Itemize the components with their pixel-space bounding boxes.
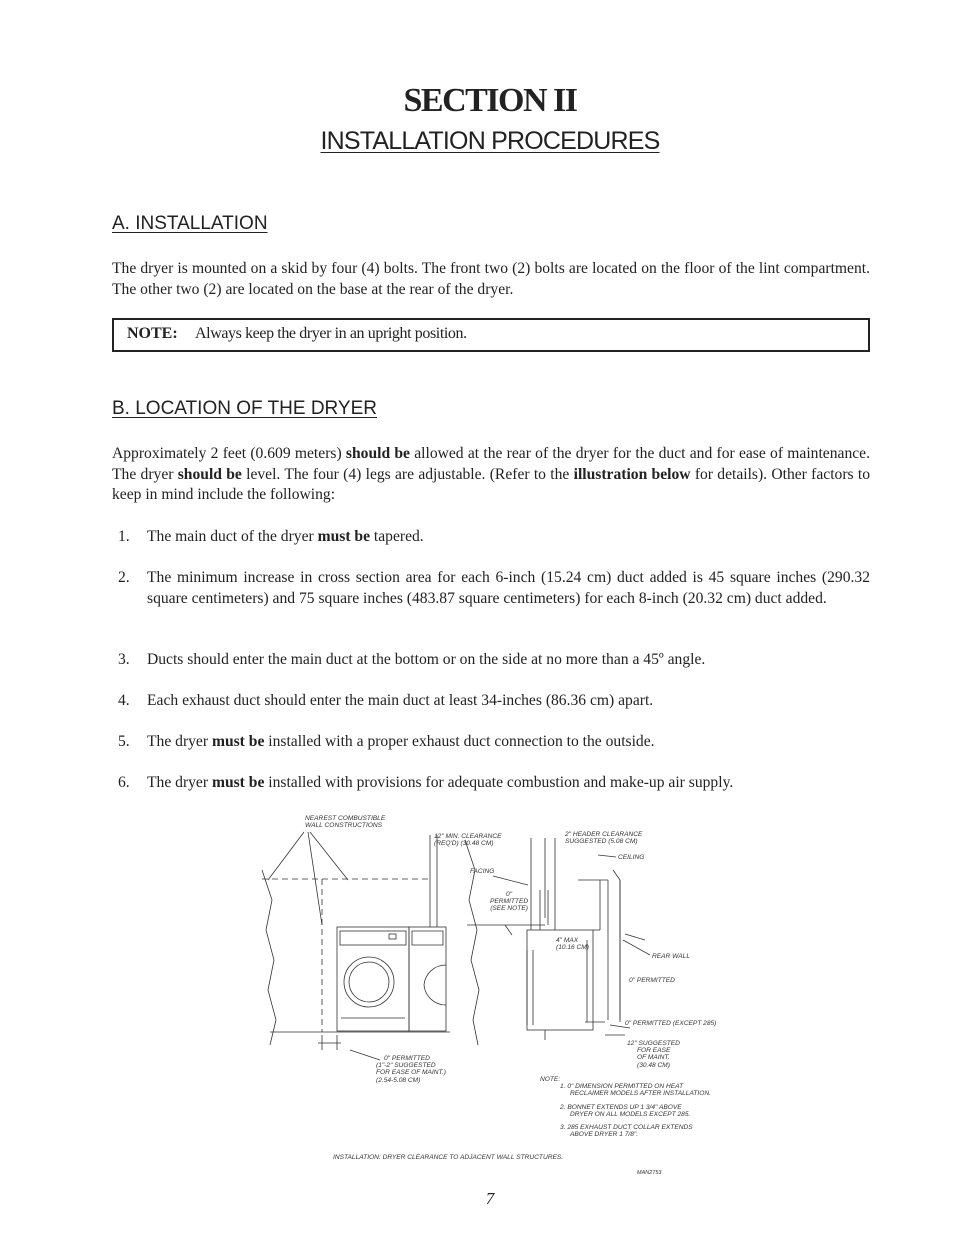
label-4-max: 4" MAX (10.16 CM): [556, 937, 589, 952]
label-header: 2" HEADER CLEARANCE SUGGESTED (5.08 CM): [565, 831, 643, 846]
section-title: SECTION II: [403, 82, 577, 119]
label-0-permitted: 0" PERMITTED (SEE NOTE): [490, 891, 529, 913]
note-text: Always keep the dryer in an upright position.: [195, 325, 467, 342]
diagram-notes: NOTE: 1. 0" DIMENSION PERMITTED ON HEAT RECLAIMER MODELS AFTER INSTALLATION. 2. BONNET EXTENDS UP 1 3/4" ABOVE DRYER ON ALL MODELS EXCEPT 285. 3. 285 EXHAUST DUCT COLLAR EXTENDS ABOVE DRYER 1 7/8".: [540, 1076, 711, 1139]
label-0-permitted-2: 0" PERMITTED: [629, 977, 675, 984]
page-title: INSTALLATION PROCEDURES: [320, 127, 660, 155]
diagram-caption: INSTALLATION: DRYER CLEARANCE TO ADJACENT WALL STRUCTURES.: [333, 1154, 564, 1161]
diagram-code: MAN2753: [637, 1170, 662, 1176]
heading-installation: A. INSTALLATION: [112, 213, 268, 234]
label-12-suggested: 12" SUGGESTED FOR EASE OF MAINT. (30.48 CM): [627, 1040, 680, 1069]
label-bottom: 0" PERMITTED (1"-2" SUGGESTED FOR EASE OF MAINT.) (2.54-5.08 CM): [376, 1055, 446, 1084]
label-facing: FACING: [470, 868, 495, 875]
label-nearest: NEAREST COMBUSTIBLE WALL CONSTRUCTIONS: [305, 815, 386, 830]
label-ceiling: CEILING: [618, 854, 645, 861]
heading-location: B. LOCATION OF THE DRYER: [112, 398, 377, 419]
page-number: 7: [485, 1189, 495, 1208]
label-0-except: 0" PERMITTED (EXCEPT 285): [625, 1020, 717, 1027]
installation-paragraph: The dryer is mounted on a skid by four (4) bolts. The front two (2) bolts are located on the floor of the lint compartment. The other two (2) are located on the base at the rear of the dryer.: [112, 260, 870, 298]
label-12-min: 12" MIN. CLEARANCE (REQ'D) (30.48 CM): [434, 833, 502, 848]
location-paragraph: Approximately 2 feet (0.609 meters) should be allowed at the rear of the dryer for the duct and for ease of maintenance. The dryer should be level. The four (4) legs are adjustable. (Refer to the illustration below for details). Other factors to keep in mind include the following:: [112, 445, 871, 503]
label-rear-wall: REAR WALL: [652, 953, 690, 960]
note-label: NOTE:: [127, 325, 178, 342]
